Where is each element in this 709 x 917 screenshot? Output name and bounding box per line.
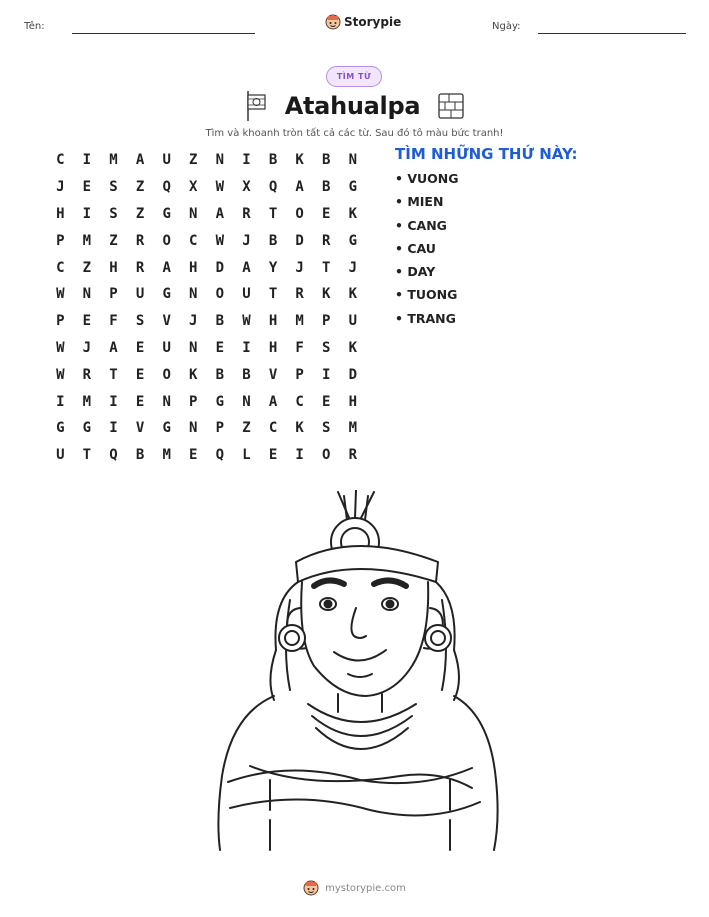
grid-letter[interactable]: R bbox=[348, 447, 358, 464]
grid-letter[interactable]: N bbox=[189, 205, 198, 222]
grid-letter[interactable]: N bbox=[242, 393, 251, 410]
grid-letter[interactable]: Z bbox=[109, 232, 118, 249]
grid-letter[interactable]: O bbox=[162, 232, 171, 249]
grid-letter[interactable]: S bbox=[322, 339, 331, 356]
grid-letter[interactable]: E bbox=[322, 205, 331, 222]
word-list-heading: TÌM NHỮNG THỨ NÀY: bbox=[395, 145, 578, 163]
grid-letter[interactable]: Q bbox=[268, 179, 278, 196]
page-title: Atahualpa bbox=[284, 92, 421, 120]
grid-row bbox=[47, 254, 366, 281]
grid-letter[interactable]: W bbox=[215, 232, 225, 249]
grid-letter[interactable]: M bbox=[109, 152, 118, 169]
grid-letter[interactable]: C bbox=[189, 232, 198, 249]
grid-letter[interactable]: E bbox=[215, 339, 225, 356]
grid-letter[interactable]: B bbox=[135, 447, 145, 464]
grid-letter[interactable]: K bbox=[348, 286, 358, 303]
grid-letter[interactable]: Y bbox=[268, 259, 278, 276]
grid-letter[interactable]: X bbox=[242, 179, 251, 196]
grid-letter[interactable]: E bbox=[189, 447, 198, 464]
grid-letter[interactable]: I bbox=[295, 447, 304, 464]
footer bbox=[0, 880, 709, 896]
grid-letter[interactable]: M bbox=[162, 447, 171, 464]
grid-letter[interactable]: P bbox=[295, 366, 304, 383]
grid-row bbox=[47, 308, 366, 335]
grid-letter[interactable]: T bbox=[109, 366, 118, 383]
grid-letter[interactable]: G bbox=[348, 179, 358, 196]
grid-letter[interactable]: M bbox=[82, 393, 92, 410]
grid-letter[interactable]: K bbox=[322, 286, 331, 303]
grid-letter[interactable]: V bbox=[162, 313, 171, 330]
grid-letter[interactable]: S bbox=[322, 420, 331, 437]
grid-row bbox=[47, 361, 366, 388]
grid-letter[interactable]: U bbox=[162, 339, 171, 356]
grid-letter[interactable]: A bbox=[295, 179, 304, 196]
grid-letter[interactable]: C bbox=[56, 152, 65, 169]
grid-letter[interactable]: S bbox=[109, 205, 118, 222]
grid-letter[interactable]: P bbox=[215, 420, 225, 437]
grid-letter[interactable]: I bbox=[322, 366, 331, 383]
atahualpa-coloring-illustration[interactable] bbox=[210, 490, 500, 855]
grid-letter[interactable]: T bbox=[322, 259, 331, 276]
word-list-item: • TRANG bbox=[395, 310, 456, 326]
grid-letter[interactable]: A bbox=[135, 152, 145, 169]
grid-letter[interactable]: W bbox=[56, 366, 65, 383]
grid-letter[interactable]: J bbox=[82, 339, 92, 356]
grid-letter[interactable]: I bbox=[109, 420, 118, 437]
grid-letter[interactable]: Z bbox=[82, 259, 92, 276]
grid-letter[interactable]: A bbox=[215, 205, 225, 222]
grid-letter[interactable]: Z bbox=[135, 179, 145, 196]
grid-letter[interactable]: M bbox=[295, 313, 304, 330]
grid-letter[interactable]: I bbox=[242, 339, 251, 356]
grid-letter[interactable]: A bbox=[268, 393, 278, 410]
storypie-logo-icon bbox=[303, 880, 319, 896]
date-label: Ngày: bbox=[492, 21, 521, 32]
grid-letter[interactable]: B bbox=[322, 152, 331, 169]
grid-letter[interactable]: K bbox=[348, 339, 358, 356]
grid-letter[interactable]: E bbox=[135, 366, 145, 383]
grid-letter[interactable]: W bbox=[56, 339, 65, 356]
brand bbox=[325, 14, 401, 30]
grid-letter[interactable]: R bbox=[322, 232, 331, 249]
grid-letter[interactable]: I bbox=[56, 393, 65, 410]
activity-badge: TÌM TỪ bbox=[326, 66, 382, 87]
grid-letter[interactable]: N bbox=[162, 393, 171, 410]
grid-letter[interactable]: D bbox=[215, 259, 225, 276]
footer-url[interactable]: mystorypie.com bbox=[325, 882, 406, 894]
grid-letter[interactable]: J bbox=[295, 259, 304, 276]
grid-letter[interactable]: X bbox=[189, 179, 198, 196]
grid-letter[interactable]: N bbox=[215, 152, 225, 169]
grid-row bbox=[47, 415, 366, 442]
grid-row bbox=[47, 442, 366, 469]
grid-letter[interactable]: N bbox=[189, 420, 198, 437]
grid-letter[interactable]: P bbox=[322, 313, 331, 330]
grid-letter[interactable]: J bbox=[242, 232, 251, 249]
grid-letter[interactable]: Q bbox=[109, 447, 118, 464]
grid-letter[interactable]: H bbox=[268, 339, 278, 356]
grid-letter[interactable]: H bbox=[348, 393, 358, 410]
grid-letter[interactable]: I bbox=[242, 152, 251, 169]
grid-letter[interactable]: C bbox=[56, 259, 65, 276]
grid-row bbox=[47, 227, 366, 254]
grid-letter[interactable]: O bbox=[162, 366, 171, 383]
name-line[interactable] bbox=[72, 33, 255, 34]
stone-wall-icon bbox=[438, 93, 464, 119]
grid-letter[interactable]: U bbox=[242, 286, 251, 303]
grid-row bbox=[47, 174, 366, 201]
storypie-logo-icon bbox=[325, 14, 341, 30]
grid-letter[interactable]: I bbox=[82, 152, 92, 169]
grid-letter[interactable]: K bbox=[348, 205, 358, 222]
grid-letter[interactable]: W bbox=[215, 179, 225, 196]
grid-letter[interactable]: R bbox=[135, 259, 145, 276]
grid-letter[interactable]: O bbox=[322, 447, 331, 464]
grid-letter[interactable]: G bbox=[162, 286, 171, 303]
grid-letter[interactable]: E bbox=[135, 339, 145, 356]
grid-letter[interactable]: I bbox=[109, 393, 118, 410]
date-line[interactable] bbox=[538, 33, 686, 34]
word-list bbox=[395, 171, 459, 334]
grid-letter[interactable]: P bbox=[109, 286, 118, 303]
grid-letter[interactable]: E bbox=[82, 179, 92, 196]
grid-letter[interactable]: N bbox=[348, 152, 358, 169]
grid-letter[interactable]: G bbox=[82, 420, 92, 437]
word-list-item: • DAY bbox=[395, 264, 436, 280]
grid-letter[interactable]: G bbox=[56, 420, 65, 437]
grid-row bbox=[47, 147, 366, 174]
grid-letter[interactable]: E bbox=[82, 313, 92, 330]
grid-letter[interactable]: J bbox=[189, 313, 198, 330]
grid-letter[interactable]: F bbox=[295, 339, 304, 356]
grid-row bbox=[47, 201, 366, 228]
grid-letter[interactable]: H bbox=[109, 259, 118, 276]
grid-letter[interactable]: B bbox=[268, 152, 278, 169]
grid-letter[interactable]: T bbox=[268, 286, 278, 303]
grid-letter[interactable]: U bbox=[348, 313, 358, 330]
grid-letter[interactable]: B bbox=[242, 366, 251, 383]
grid-letter[interactable]: B bbox=[215, 313, 225, 330]
grid-letter[interactable]: O bbox=[215, 286, 225, 303]
grid-letter[interactable]: H bbox=[189, 259, 198, 276]
grid-letter[interactable]: G bbox=[348, 232, 358, 249]
grid-letter[interactable]: U bbox=[162, 152, 171, 169]
grid-letter[interactable]: B bbox=[215, 366, 225, 383]
grid-letter[interactable]: S bbox=[135, 313, 145, 330]
word-list-item: • CAU bbox=[395, 240, 436, 256]
grid-row bbox=[47, 281, 366, 308]
grid-letter[interactable]: M bbox=[82, 232, 92, 249]
name-label: Tên: bbox=[24, 21, 45, 32]
grid-letter[interactable]: E bbox=[322, 393, 331, 410]
grid-letter[interactable]: P bbox=[189, 393, 198, 410]
grid-row bbox=[47, 335, 366, 362]
title-row bbox=[0, 90, 709, 122]
word-list-item: • TUONG bbox=[395, 287, 458, 303]
grid-letter[interactable]: J bbox=[348, 259, 358, 276]
grid-letter[interactable]: N bbox=[82, 286, 92, 303]
grid-letter[interactable]: J bbox=[56, 179, 65, 196]
grid-letter[interactable]: P bbox=[56, 232, 65, 249]
grid-letter[interactable]: Q bbox=[162, 179, 171, 196]
grid-letter[interactable]: N bbox=[189, 286, 198, 303]
grid-letter[interactable]: W bbox=[56, 286, 65, 303]
grid-letter[interactable]: R bbox=[82, 366, 92, 383]
grid-letter[interactable]: N bbox=[189, 339, 198, 356]
grid-letter[interactable]: O bbox=[295, 205, 304, 222]
grid-letter[interactable]: L bbox=[242, 447, 251, 464]
grid-letter[interactable]: G bbox=[162, 205, 171, 222]
grid-letter[interactable]: U bbox=[56, 447, 65, 464]
grid-letter[interactable]: E bbox=[268, 447, 278, 464]
grid-letter[interactable]: S bbox=[109, 179, 118, 196]
grid-letter[interactable]: T bbox=[268, 205, 278, 222]
brand-name: Storypie bbox=[344, 15, 402, 29]
grid-letter[interactable]: Z bbox=[189, 152, 198, 169]
grid-letter[interactable]: G bbox=[215, 393, 225, 410]
grid-letter[interactable]: T bbox=[82, 447, 92, 464]
grid-row bbox=[47, 388, 366, 415]
grid-letter[interactable]: B bbox=[322, 179, 331, 196]
grid-letter[interactable]: K bbox=[295, 152, 304, 169]
grid-letter[interactable]: V bbox=[135, 420, 145, 437]
grid-letter[interactable]: H bbox=[56, 205, 65, 222]
grid-letter[interactable]: B bbox=[268, 232, 278, 249]
grid-letter[interactable]: C bbox=[268, 420, 278, 437]
grid-letter[interactable]: K bbox=[295, 420, 304, 437]
word-search-grid[interactable] bbox=[47, 147, 366, 469]
grid-letter[interactable]: A bbox=[162, 259, 171, 276]
grid-letter[interactable]: R bbox=[242, 205, 251, 222]
grid-letter[interactable]: W bbox=[242, 313, 251, 330]
word-list-item: • VUONG bbox=[395, 171, 459, 186]
grid-letter[interactable]: E bbox=[135, 393, 145, 410]
grid-letter[interactable]: U bbox=[135, 286, 145, 303]
grid-letter[interactable]: V bbox=[268, 366, 278, 383]
instructions: Tìm và khoanh tròn tất cả các từ. Sau đó tô màu bức tranh! bbox=[205, 128, 504, 139]
grid-letter[interactable]: D bbox=[348, 366, 358, 383]
word-list-item: • CANG bbox=[395, 217, 447, 233]
grid-letter[interactable]: F bbox=[109, 313, 118, 330]
grid-letter[interactable]: H bbox=[268, 313, 278, 330]
grid-letter[interactable]: Z bbox=[135, 205, 145, 222]
grid-letter[interactable]: P bbox=[56, 313, 65, 330]
grid-letter[interactable]: R bbox=[135, 232, 145, 249]
grid-letter[interactable]: A bbox=[242, 259, 251, 276]
grid-letter[interactable]: D bbox=[295, 232, 304, 249]
grid-letter[interactable]: K bbox=[189, 366, 198, 383]
grid-letter[interactable]: Z bbox=[242, 420, 251, 437]
grid-letter[interactable]: M bbox=[348, 420, 358, 437]
grid-letter[interactable]: I bbox=[82, 205, 92, 222]
grid-letter[interactable]: G bbox=[162, 420, 171, 437]
grid-letter[interactable]: Q bbox=[215, 447, 225, 464]
grid-letter[interactable]: A bbox=[109, 339, 118, 356]
grid-letter[interactable]: R bbox=[295, 286, 304, 303]
grid-letter[interactable]: C bbox=[295, 393, 304, 410]
flag-icon bbox=[245, 90, 267, 122]
word-list-item: • MIEN bbox=[395, 194, 444, 210]
